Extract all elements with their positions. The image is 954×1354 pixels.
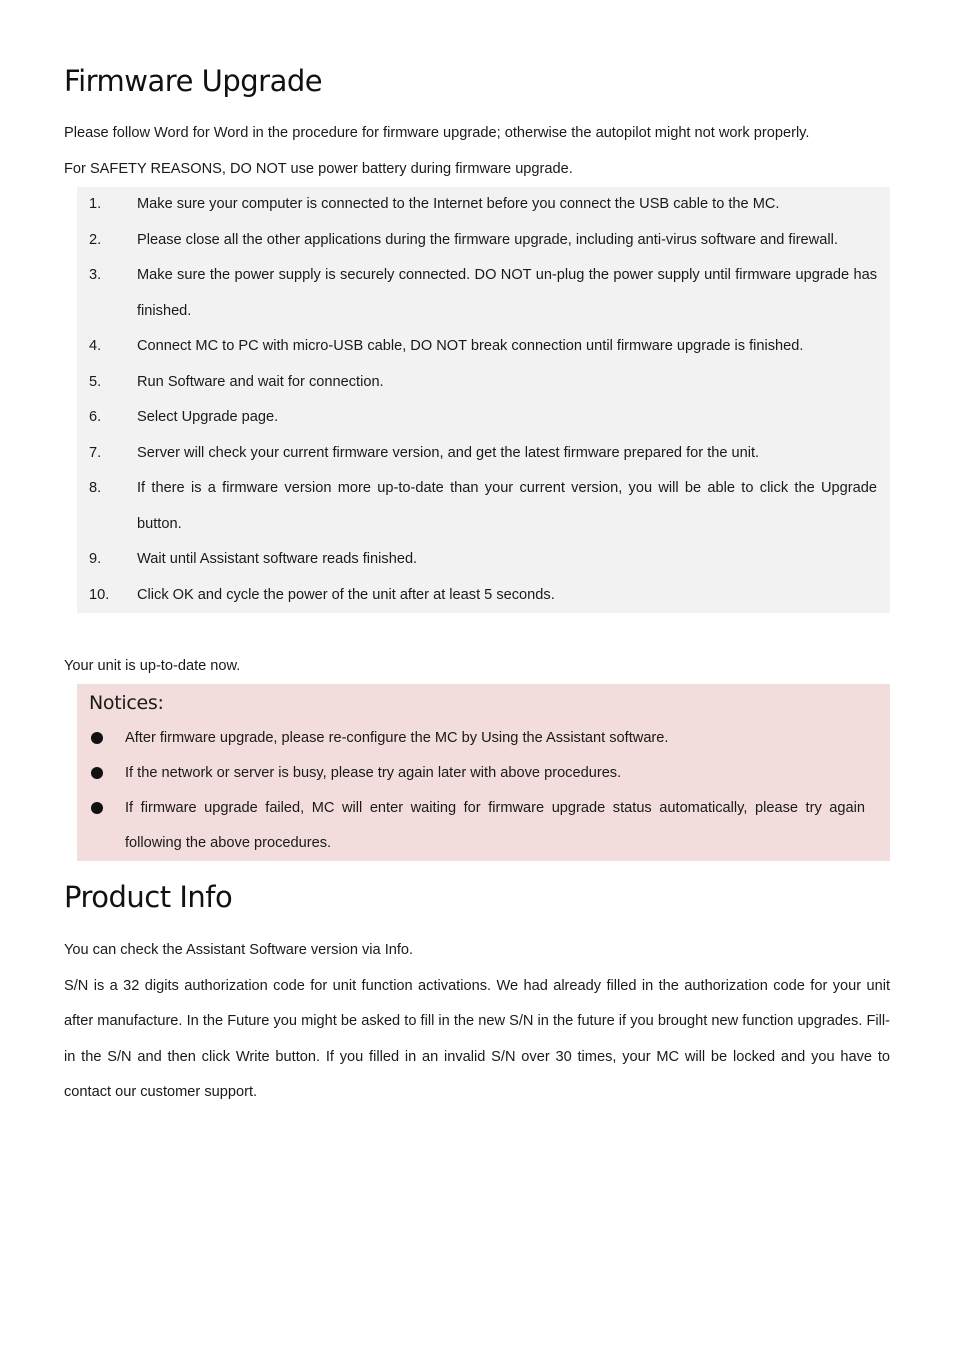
bullet-icon: [77, 721, 125, 756]
list-item: [77, 436, 890, 472]
step-text: Run Software and wait for connection.: [137, 373, 384, 390]
product-paragraph: S/N is a 32 digits authorization code for unit function activations. We had already filled in the authorization code for your unit after manufacture. In the Future you might be asked to fill in the new S/N in the future if you brought new function upgrades. Fill-in the S/N and then click Write button. If you filled in an invalid S/N over 30 times, your MC will be locked and you have to contact our customer support.: [64, 977, 890, 1100]
step-text: Connect MC to PC with micro-USB cable, DO NOT break connection until firmware upgrade is finished.: [137, 338, 804, 354]
firmware-upgrade-heading: Firmware Upgrade: [64, 64, 323, 98]
list-item: [77, 365, 890, 401]
step-text: Click OK and cycle the power of the unit after at least 5 seconds.: [137, 586, 555, 603]
list-item: [77, 756, 890, 791]
step-text: Server will check your current firmware version, and get the latest firmware prepared for the unit.: [137, 444, 760, 461]
step-number: 6.: [89, 409, 102, 425]
step-text: If there is a firmware version more up-to-date than your current version, you will be able to click the Upgrade button.: [137, 480, 877, 532]
step-text: Make sure your computer is connected to the Internet before you connect the USB cable to the MC.: [137, 196, 780, 212]
notice-text: After firmware upgrade, please re-configure the MC by Using the Assistant software.: [125, 730, 669, 746]
list-item: [77, 542, 890, 578]
list-item: [77, 400, 890, 436]
step-text: Select Upgrade page.: [137, 409, 279, 425]
product-info-heading: Product Info: [64, 880, 233, 914]
step-number: 4.: [89, 338, 102, 354]
notices-heading: Notices:: [89, 692, 164, 714]
up-to-date-text: Your unit is up-to-date now.: [64, 658, 241, 674]
firmware-intro: [64, 116, 890, 187]
upgrade-steps-list: [77, 187, 890, 613]
list-item: [77, 187, 890, 223]
list-item: [77, 578, 890, 614]
bullet-icon: [77, 756, 125, 791]
step-number: 5.: [89, 373, 102, 390]
notice-text: If the network or server is busy, please try again later with above procedures.: [125, 765, 622, 781]
step-number: 7.: [89, 444, 102, 461]
notice-text: If firmware upgrade failed, MC will enter waiting for firmware upgrade status automatically, please try again following the above procedures.: [125, 800, 865, 851]
step-text: Wait until Assistant software reads finished.: [137, 551, 418, 567]
notices-list: [77, 721, 890, 861]
step-number: 1.: [89, 196, 102, 212]
list-item: [77, 258, 890, 329]
bullet-icon: [77, 791, 125, 861]
list-item: [77, 329, 890, 365]
product-paragraph: You can check the Assistant Software version via Info.: [64, 942, 414, 958]
list-item: [77, 223, 890, 259]
notices-box: [77, 684, 890, 861]
list-item: [77, 791, 890, 861]
step-number: 9.: [89, 551, 102, 567]
safety-paragraph: For SAFETY REASONS, DO NOT use power battery during firmware upgrade.: [64, 160, 573, 177]
intro-paragraph: Please follow Word for Word in the procedure for firmware upgrade; otherwise the autopilot might not work properly.: [64, 125, 810, 141]
step-number: 2.: [89, 231, 102, 248]
step-text: Make sure the power supply is securely connected. DO NOT un-plug the power supply until firmware upgrade has finished.: [137, 267, 877, 319]
step-number: 3.: [89, 267, 102, 283]
list-item: [77, 471, 890, 542]
step-number: 10.: [89, 586, 110, 603]
step-text: Please close all the other applications during the firmware upgrade, including anti-virus software and firewall.: [137, 231, 838, 248]
list-item: [77, 721, 890, 756]
product-info-body: [64, 933, 890, 1111]
step-number: 8.: [89, 480, 102, 496]
